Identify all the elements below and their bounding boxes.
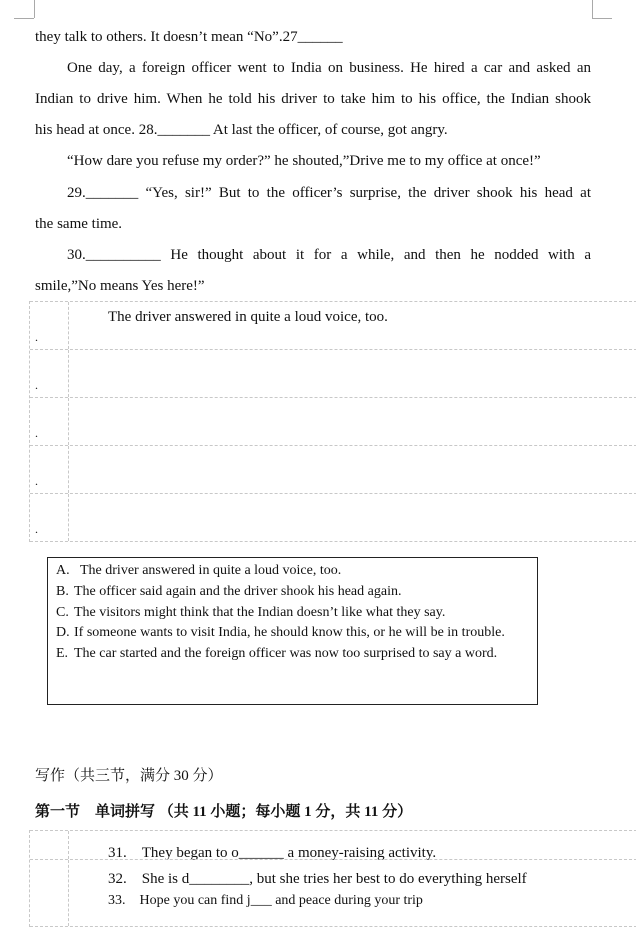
section-title: 写作（共三节，满分 30 分） bbox=[35, 768, 223, 784]
part-title: 第一节 单词拼写 （共 11 小题；每小题 1 分，共 11 分） bbox=[35, 804, 413, 820]
passage-line-7: the same time. bbox=[35, 216, 123, 232]
crop-mark-top-right bbox=[592, 0, 593, 18]
option-letter: C. bbox=[56, 604, 69, 620]
spelling-row bbox=[30, 859, 636, 927]
answer-row bbox=[30, 397, 636, 445]
answer-row bbox=[30, 493, 636, 542]
row-marker: . bbox=[35, 474, 38, 488]
passage-line-2: One day, a foreign officer went to India on business. He hired a car and asked an bbox=[67, 60, 591, 76]
passage-line-1: they talk to others. It doesn’t mean “No”.27______ bbox=[35, 29, 343, 45]
passage-line-6: 29._______ “Yes, sir!” But to the officer’s surprise, the driver shook his head at bbox=[67, 185, 591, 201]
option-text: The car started and the foreign officer was now too surprised to say a word. bbox=[74, 646, 498, 662]
passage-line-8: 30.__________ He thought about it for a while, and then he nodded with a bbox=[67, 247, 591, 263]
answer-row bbox=[30, 349, 636, 397]
passage-line-4: his head at once. 28._______ At last the officer, of course, got angry. bbox=[35, 122, 448, 138]
question-32: 32. She is d________, but she tries her best to do everything herself bbox=[108, 871, 527, 887]
option-letter: D. bbox=[56, 625, 70, 641]
options-box bbox=[47, 557, 538, 705]
passage-line-5: “How dare you refuse my order?” he shouted,”Drive me to my office at once!” bbox=[67, 153, 541, 169]
option-e bbox=[56, 644, 531, 665]
option-b bbox=[56, 582, 531, 603]
option-text: If someone wants to visit India, he should know this, or he will be in trouble. bbox=[74, 625, 505, 641]
question-33: 33. Hope you can find j___ and peace during your trip bbox=[108, 893, 423, 908]
row-marker: . bbox=[35, 378, 38, 392]
question-31: 31. They began to o______ a money-raising activity. bbox=[108, 845, 437, 861]
option-a bbox=[56, 561, 531, 582]
row-marker: . bbox=[35, 330, 38, 344]
answer-row bbox=[30, 445, 636, 493]
spelling-grid bbox=[29, 830, 636, 927]
crop-mark-top-left bbox=[34, 0, 35, 18]
option-text: The visitors might think that the Indian doesn’t like what they say. bbox=[74, 604, 446, 620]
passage-line-9: smile,”No means Yes here!” bbox=[35, 278, 205, 294]
spelling-row bbox=[30, 830, 636, 859]
row-marker: . bbox=[35, 522, 38, 536]
option-text: The officer said again and the driver shook his head again. bbox=[74, 583, 402, 599]
option-c bbox=[56, 603, 531, 624]
option-letter: A. bbox=[56, 563, 70, 578]
passage-line-3: Indian to drive him. When he told his driver to take him to his office, the Indian shook bbox=[35, 91, 591, 107]
option-letter: E. bbox=[56, 646, 69, 662]
option-text: The driver answered in quite a loud voice, too. bbox=[80, 563, 342, 578]
option-d bbox=[56, 623, 531, 644]
answer-row bbox=[30, 301, 636, 349]
crop-mark-top-left-h bbox=[14, 18, 34, 19]
row-marker: . bbox=[35, 426, 38, 440]
option-letter: B. bbox=[56, 583, 69, 599]
answer-row-text: The driver answered in quite a loud voice, too. bbox=[108, 309, 388, 325]
crop-mark-top-right-h bbox=[592, 18, 612, 19]
answer-grid bbox=[29, 301, 636, 542]
